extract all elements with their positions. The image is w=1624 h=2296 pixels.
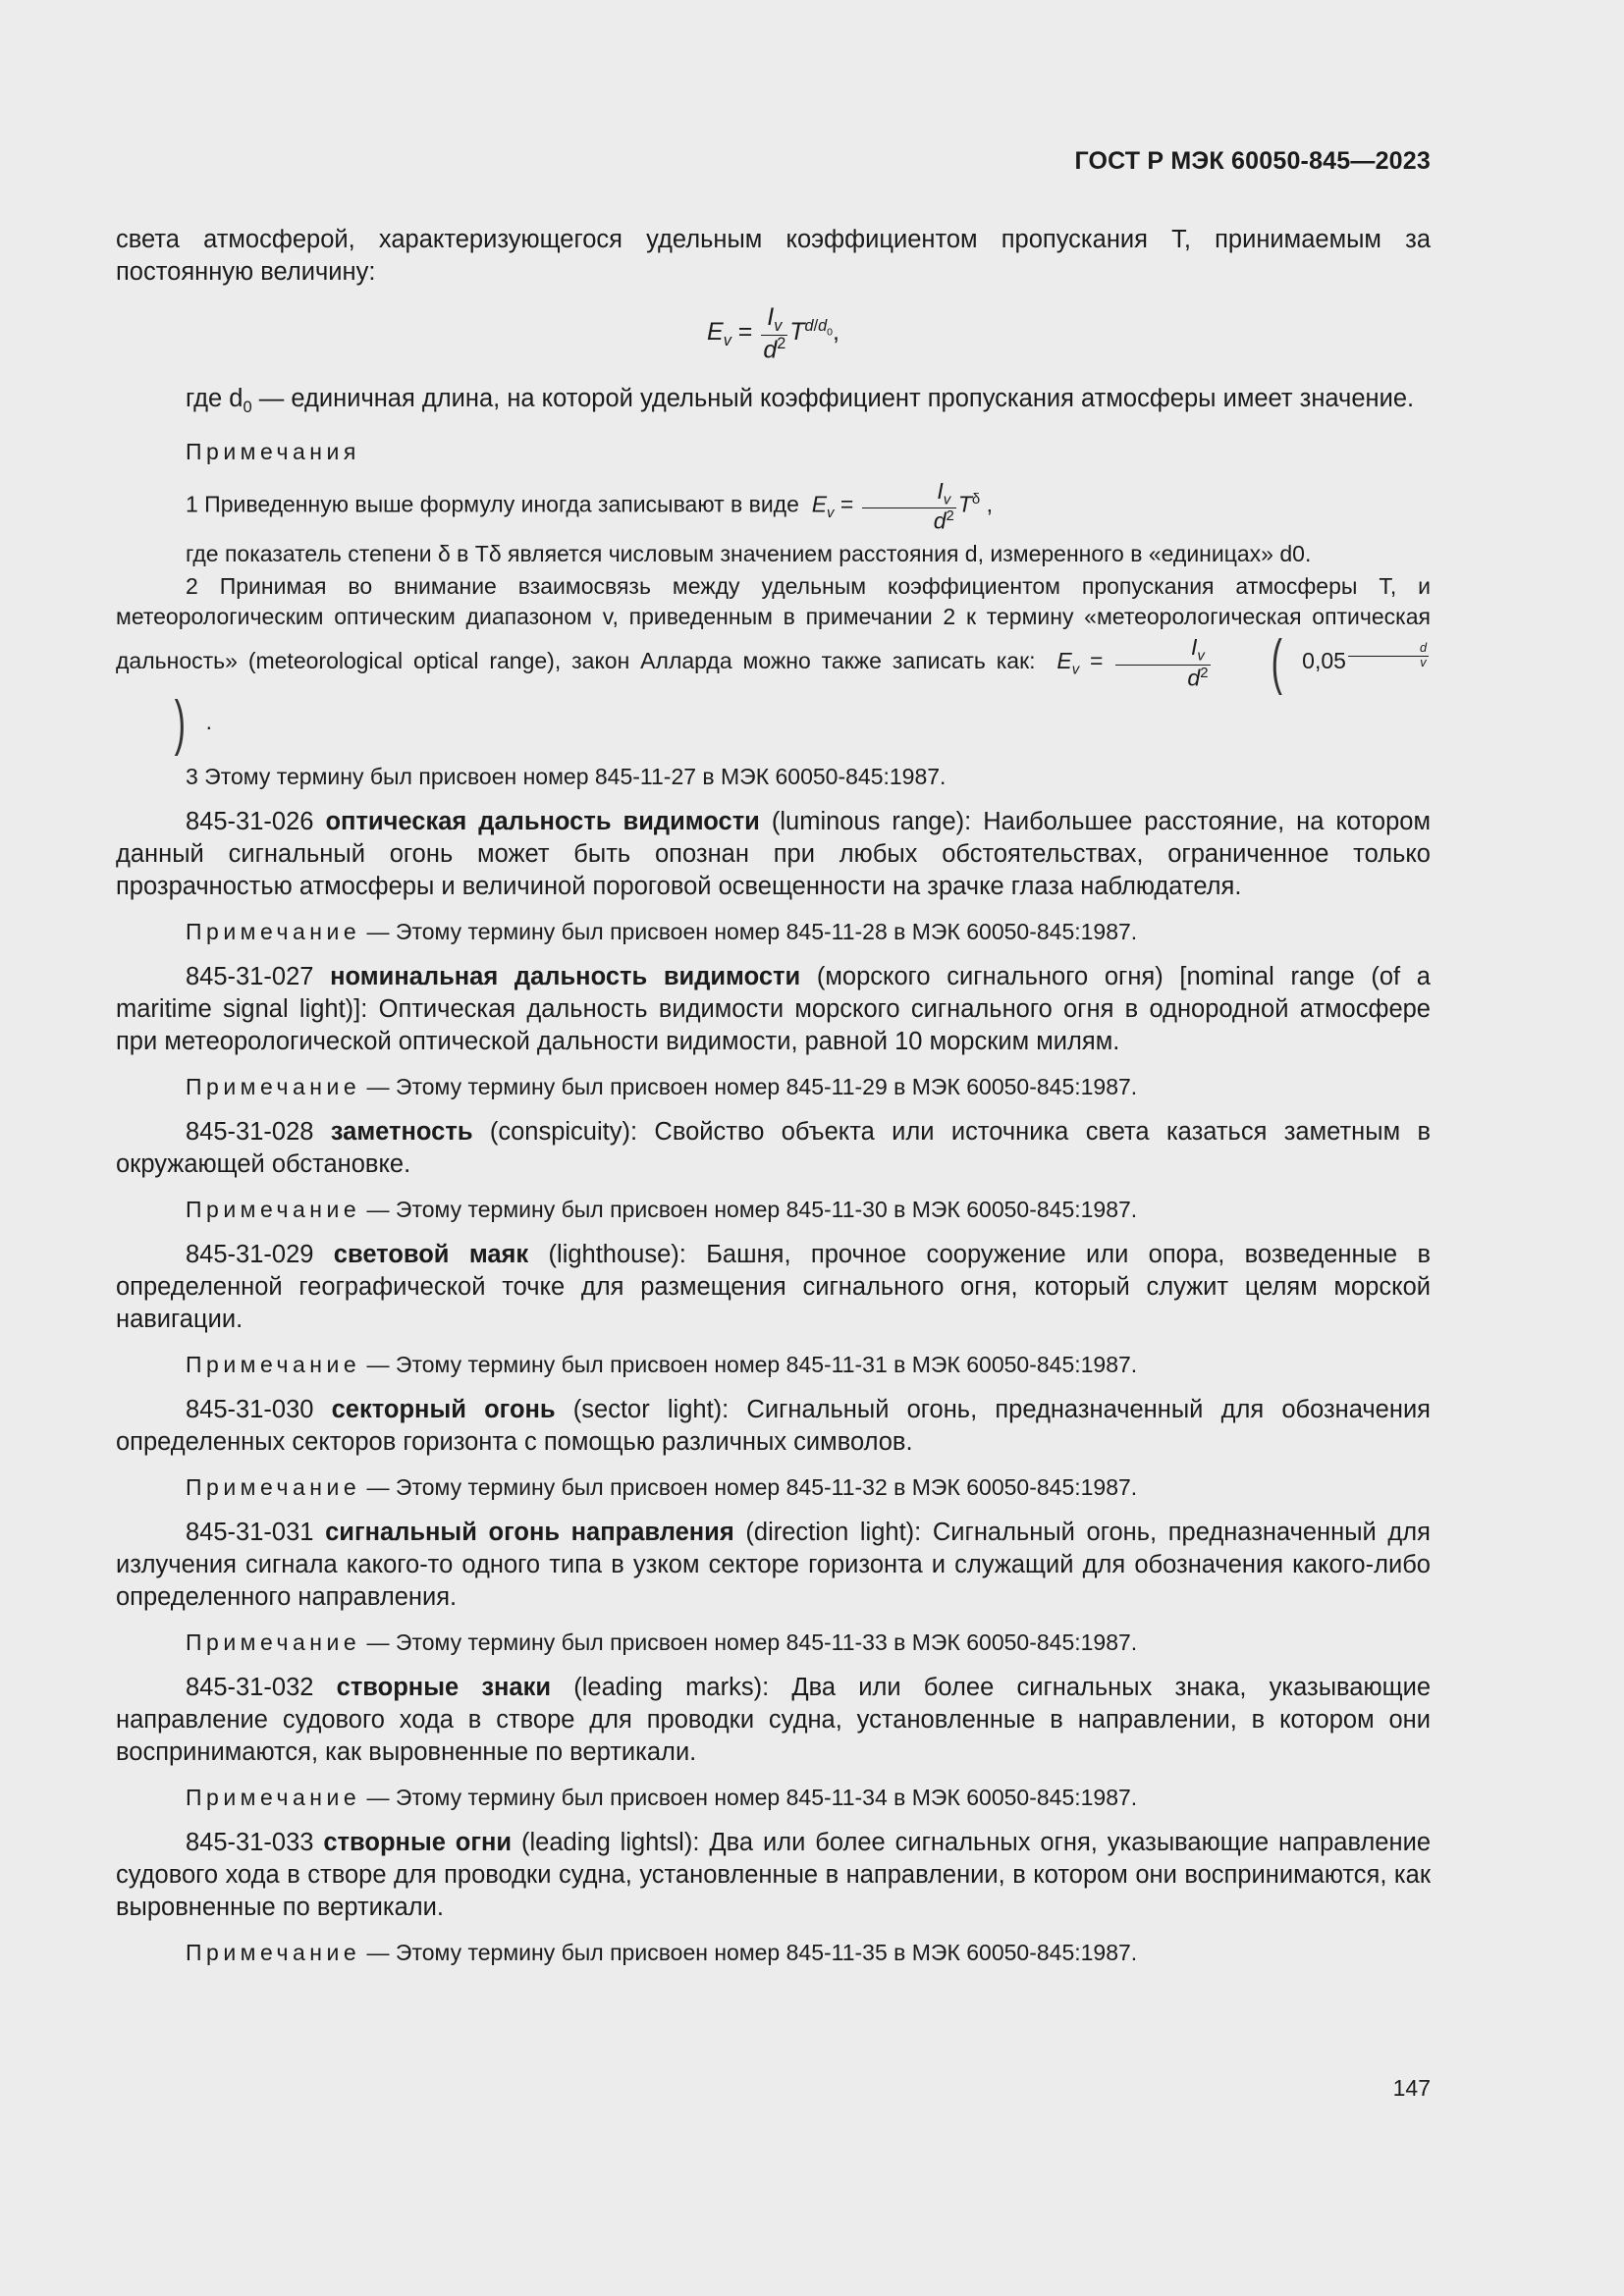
page-content: [116, 224, 1431, 1968]
where-prefix: где d: [186, 384, 244, 412]
note-text: — Этому термину был присвоен номер 845-11-34 в МЭК 60050-845:1987.: [366, 1784, 1138, 1810]
term-definition: (leading marks): Два или более сигнальных знака, указывающие направление судового хода в створе для проводки судна, установленные в направлении, в котором они воспринимаются, как выровненные по вертикали.: [116, 1673, 1431, 1766]
term-entry: [116, 1239, 1431, 1336]
term-note: [116, 917, 1431, 947]
term-entry: [116, 961, 1431, 1058]
note-2-text: 2 Принимая во внимание взаимосвязь между удельным коэффициентом пропускания атмосферы T, и метеорологическим оптическим диапазоном v, приведенным в примечании 2 к термину «метеорологическая оптическая дальность» (meteorological optical range), закон Алларда можно также записать как:: [116, 572, 1431, 673]
note-1-tail: где показатель степени δ в Tδ является числовым значением расстояния d, измеренного в «единицах» d0.: [186, 540, 1312, 566]
term-definition: (sector light): Сигнальный огонь, предназначенный для обозначения определенных секторов горизонта с помощью различных символов.: [116, 1395, 1431, 1456]
note-text: — Этому термину был присвоен номер 845-11-30 в МЭК 60050-845:1987.: [366, 1196, 1138, 1222]
term-note: [116, 1472, 1431, 1503]
note-label: Примечание: [186, 1196, 361, 1222]
note-1: 1 Приведенную выше формулу иногда записывают в виде $E_v$ = $\frac{I_v}{d^2}$ $T^\delta$ ,: [186, 477, 993, 534]
note-3: 3 Этому термину был присвоен номер 845-11-27 в МЭК 60050-845:1987.: [186, 763, 947, 789]
term-definition: (luminous range): Наибольшее расстояние, на котором данный сигнальный огонь может быть опознан при любых обстоятельствах, ограниченное только прозрачностью атмосферы и величиной пороговой освещенности на зрачке глаза наблюдателя.: [116, 807, 1431, 900]
term-definition: (direction light): Сигнальный огонь, предназначенный для излучения сигнала какого-то одного типа в узком секторе горизонта и служащий для обозначения какого-либо определенного направления.: [116, 1518, 1431, 1611]
term-number: 845-31-027: [186, 962, 314, 990]
term-note: [116, 1350, 1431, 1380]
term-note: [116, 1195, 1431, 1225]
term-number: 845-31-026: [186, 807, 314, 835]
term-number: 845-31-028: [186, 1117, 314, 1146]
term-definition: (leading lightsl): Два или более сигнальных огня, указывающие направление судового хода в створе для проводки судна, установленные в направлении, в котором они воспринимаются, как выровненные по вертикали.: [116, 1828, 1432, 1921]
term-list: [116, 806, 1431, 1968]
term-definition: (lighthouse): Башня, прочное сооружение или опора, возведенные в определенной географической точке для размещения сигнального огня, который служит целям морской навигации.: [116, 1240, 1431, 1333]
intro-paragraph: света атмосферой, характеризующегося удельным коэффициентом пропускания T, принимаемым за постоянную величину:: [116, 226, 1431, 286]
note-text: — Этому термину был присвоен номер 845-11-33 в МЭК 60050-845:1987.: [366, 1629, 1138, 1655]
note-label: Примечание: [186, 1939, 361, 1965]
term-entry: [116, 1827, 1431, 1924]
term-name: заметность: [330, 1117, 473, 1146]
note-label: Примечание: [186, 1629, 361, 1655]
term-note: [116, 1938, 1431, 1968]
note-label: Примечание: [186, 1073, 361, 1099]
term-entry: [116, 1394, 1431, 1459]
note-text: — Этому термину был присвоен номер 845-11-32 в МЭК 60050-845:1987.: [366, 1473, 1138, 1500]
term-number: 845-31-033: [186, 1828, 314, 1856]
note-label: Примечание: [186, 1473, 361, 1500]
term-entry: [116, 1672, 1431, 1769]
term-definition: (conspicuity): Свойство объекта или источника света казаться заметным в окружающей обстановке.: [116, 1117, 1431, 1178]
term-name: номинальная дальность видимости: [330, 962, 801, 990]
term-note: [116, 1072, 1431, 1102]
term-name: световой маяк: [333, 1240, 529, 1268]
term-name: секторный огонь: [331, 1395, 556, 1423]
note-label: Примечание: [186, 918, 361, 944]
term-number: 845-31-029: [186, 1240, 314, 1268]
note-2: 2 Принимая во внимание взаимосвязь между удельным коэффициентом пропускания атмосферы T, и метеорологическим оптическим диапазоном v, приведенным в примечании 2 к термину «метеорологическая оптическая дальность» (meteorological optical range), закон Алларда можно также записать как: $E_v$ = $\frac{I_v}{d^2}$ ( 0,05 $^{\frac{d}{v}}$ ) .: [116, 572, 1431, 757]
where-sub: 0: [243, 397, 252, 416]
term-note: [116, 1783, 1431, 1813]
term-entry: [116, 806, 1431, 903]
term-name: створные знаки: [336, 1673, 552, 1701]
note-label: Примечание: [186, 1784, 361, 1810]
note-1-text: 1 Приведенную выше формулу иногда записывают в виде: [186, 491, 799, 517]
term-definition: (морского сигнального огня) [nominal range (of a maritime signal light)]: Оптическая дальность видимости морского сигнального огня в однородной атмосфере при метеорологической оптической дальности видимости, равной 10 морским милям.: [116, 962, 1431, 1055]
notes-title: Примечания: [186, 438, 360, 464]
term-number: 845-31-030: [186, 1395, 314, 1423]
note-text: — Этому термину был присвоен номер 845-11-31 в МЭК 60050-845:1987.: [366, 1351, 1138, 1377]
where-rest: — единичная длина, на которой удельный коэффициент пропускания атмосферы имеет значение.: [251, 384, 1415, 412]
term-note: [116, 1628, 1431, 1658]
term-name: сигнальный огонь направления: [325, 1518, 734, 1546]
page-number: 147: [1392, 2075, 1431, 2101]
note-text: — Этому термину был присвоен номер 845-11-35 в МЭК 60050-845:1987.: [366, 1939, 1138, 1965]
term-number: 845-31-031: [186, 1518, 314, 1546]
note-text: — Этому термину был присвоен номер 845-11-29 в МЭК 60050-845:1987.: [366, 1073, 1138, 1099]
formula-main-render: $E_v$ = $\frac{I_v}{d^2}$ $T^{d/d_0}$,: [707, 303, 839, 364]
term-entry: [116, 1517, 1431, 1614]
term-entry: [116, 1116, 1431, 1181]
term-name: створные огни: [323, 1828, 513, 1856]
where-paragraph: [116, 383, 1431, 423]
note-text: — Этому термину был присвоен номер 845-11-28 в МЭК 60050-845:1987.: [366, 918, 1138, 944]
term-number: 845-31-032: [186, 1673, 314, 1701]
term-name: оптическая дальность видимости: [325, 807, 760, 835]
formula-main: [116, 304, 1431, 363]
note-label: Примечание: [186, 1351, 361, 1377]
document-header: ГОСТ Р МЭК 60050-845—2023: [1074, 147, 1431, 175]
